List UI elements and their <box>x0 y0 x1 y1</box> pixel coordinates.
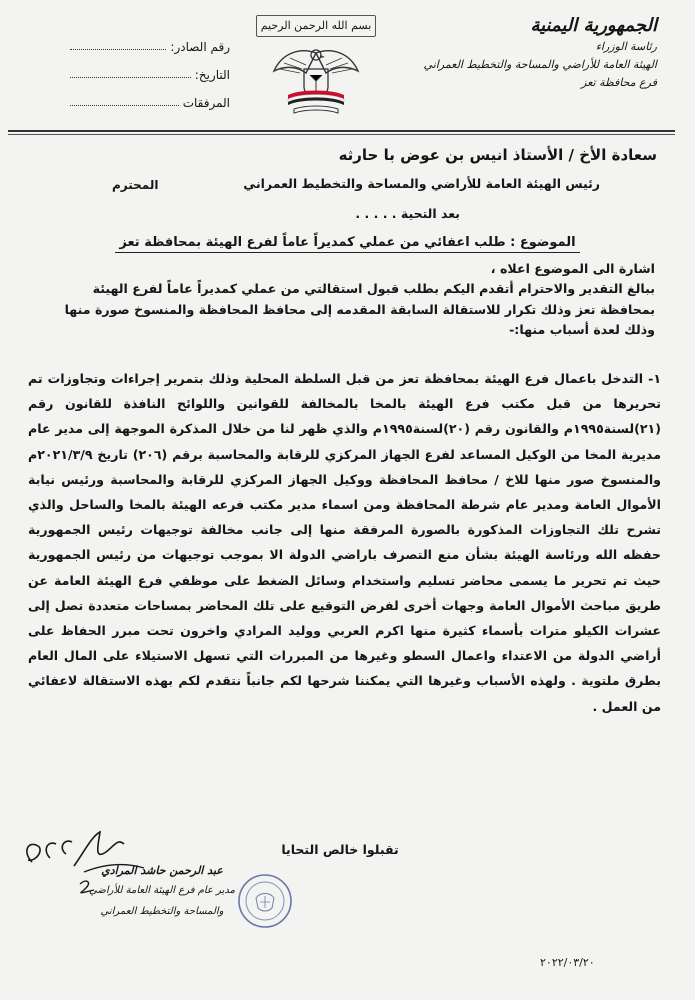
intro-line-3: بمحافظة تعز وذلك تكرار للاستقالة السابقة المقدمه إلى محافظ المحافظة والمنسوخ صورة منها <box>64 301 655 317</box>
org-line-3: فرع محافظة تعز <box>581 76 657 89</box>
addressee-title: رئيس الهيئة العامة للأراضي والمساحة والتخطيط العمراني <box>243 176 600 191</box>
respected-label: المحترم <box>112 178 159 192</box>
intro-line-2: ببالغ التقدير والاحترام أتقدم اليكم بطلب قبول استقالتي من عملي كمديراً عاماً لفرع الهيئة <box>92 281 655 297</box>
subject-line: الموضوع : طلب اعفائي من عملي كمديراً عاماً لفرع الهيئة بمحافظة تعز <box>115 235 579 253</box>
closing-line: تقبلوا خالص التحايا <box>281 842 399 857</box>
basmala: بسم الله الرحمن الرحيم <box>256 15 377 37</box>
ref-number-label: رقم الصادر: <box>170 40 230 54</box>
letter-date: ٢٠٢٢/٠٣/٢٠ <box>540 956 595 969</box>
header-divider <box>8 130 675 132</box>
letterhead-org <box>407 14 657 92</box>
country-name: الجمهورية اليمنية <box>530 15 657 36</box>
reason-text: التدخل باعمال فرع الهيئة بمحافظة تعز من قبل السلطة المحلية وذلك بتمرير إجراءات وتجاوزات تم تحريرها من قبل مكتب فرع الهيئة بالمخا بالمخالفة للقوانين واللوائح النافذة للقانون رقم (٢١)لسنة١٩٩٥م والقانون رقم (٢٠)لسنة١٩٩٥م والذي ظهر لنا من خلال المذكرة الموجهة إلى مدير عام مديرية المخا من الوكيل المساعد لفرع الجهاز المركزي للرقابة والمحاسبة برقم (٢٠٦) تاريخ ٢٠٢١/٣/٩م والمنسوخ صور منها للاخ / محافظ المحافظة ووكيل الجهاز المركزي للرقابة والمحاسبة ورئيس نيابة الأموال العامة ومدير عام شرطة المحافظة ومن اسماء مدير مكتب فرعه الهيئة بالمخا والساحل والذي تشرح تلك التجاوزات المذكورة بالصورة المرفقة منها إلى جانب مخالفة توجيهات رئيس الجمهورية حفظه الله ورئاسة الهيئة بشأن منع التصرف باراضي الدولة الا بموجب توجيهات من رئيس الجمهورية حيث تم تحرير ما يسمى محاضر تسليم واستخدام وسائل الضغط على موظفي فرع الهيئة العامة عن طريق مباحث الأموال العامة وجهات أخرى لفرض التوقيع على تلك المحاضر بمساحات متعددة تصل إلى عشرات الكيلو مترات بأسماء كثيرة منها اكرم العربي ووليد المرادي واخرون تحت مبرر الحفاظ على أراضي الدولة من الاعتداء واعمال السطو وغيرها من المبررات التي تسهل الاستيلاء على المال العام بطرق ملتوية . ولهذه الأسباب وغيرها التي يمكننا شرحها لكم جانباً نتقدم لكم بهذه الاستقالة لاعفائي من العمل . <box>28 371 661 714</box>
intro-paragraph <box>30 259 655 341</box>
signatory-role-2: والمساحة والتخطيط العمراني <box>100 906 224 917</box>
header-divider-thin <box>8 134 675 135</box>
attachments-field <box>70 82 230 110</box>
intro-line-1: اشارة الى الموضوع اعلاه ، <box>490 261 655 276</box>
reason-number: ١- <box>648 371 661 386</box>
reason-item-1 <box>28 366 661 719</box>
date-field <box>70 54 230 82</box>
date-label: التاريخ: <box>194 68 230 82</box>
attachments-label: المرفقات <box>182 96 230 110</box>
official-stamp-icon <box>236 872 294 930</box>
addressee: سعادة الأخ / الأستاذ انيس بن عوض با حارثه <box>338 146 657 164</box>
letterhead-center <box>236 14 396 117</box>
signatory-name: عبد الرحمن حاشد المرادي <box>101 864 223 877</box>
org-line-2: الهيئة العامة للأراضي والمساحة والتخطيط العمراني <box>423 58 657 71</box>
signatory-role-1: مدير عام فرع الهيئة العامة للأراضي <box>89 885 235 896</box>
ref-number-line <box>70 39 166 50</box>
signatory-block <box>62 864 262 919</box>
date-line <box>70 67 191 78</box>
greeting: بعد التحية . . . . . <box>355 206 460 221</box>
org-line-1: رئاسة الوزراء <box>595 40 657 53</box>
eagle-emblem-icon <box>270 43 362 117</box>
subject-row <box>0 231 695 253</box>
ref-number-field <box>70 26 230 54</box>
attachments-line <box>70 95 179 106</box>
letterhead-fields <box>70 26 230 110</box>
intro-line-4: وذلك لعدة أسباب منها:- <box>509 322 655 338</box>
